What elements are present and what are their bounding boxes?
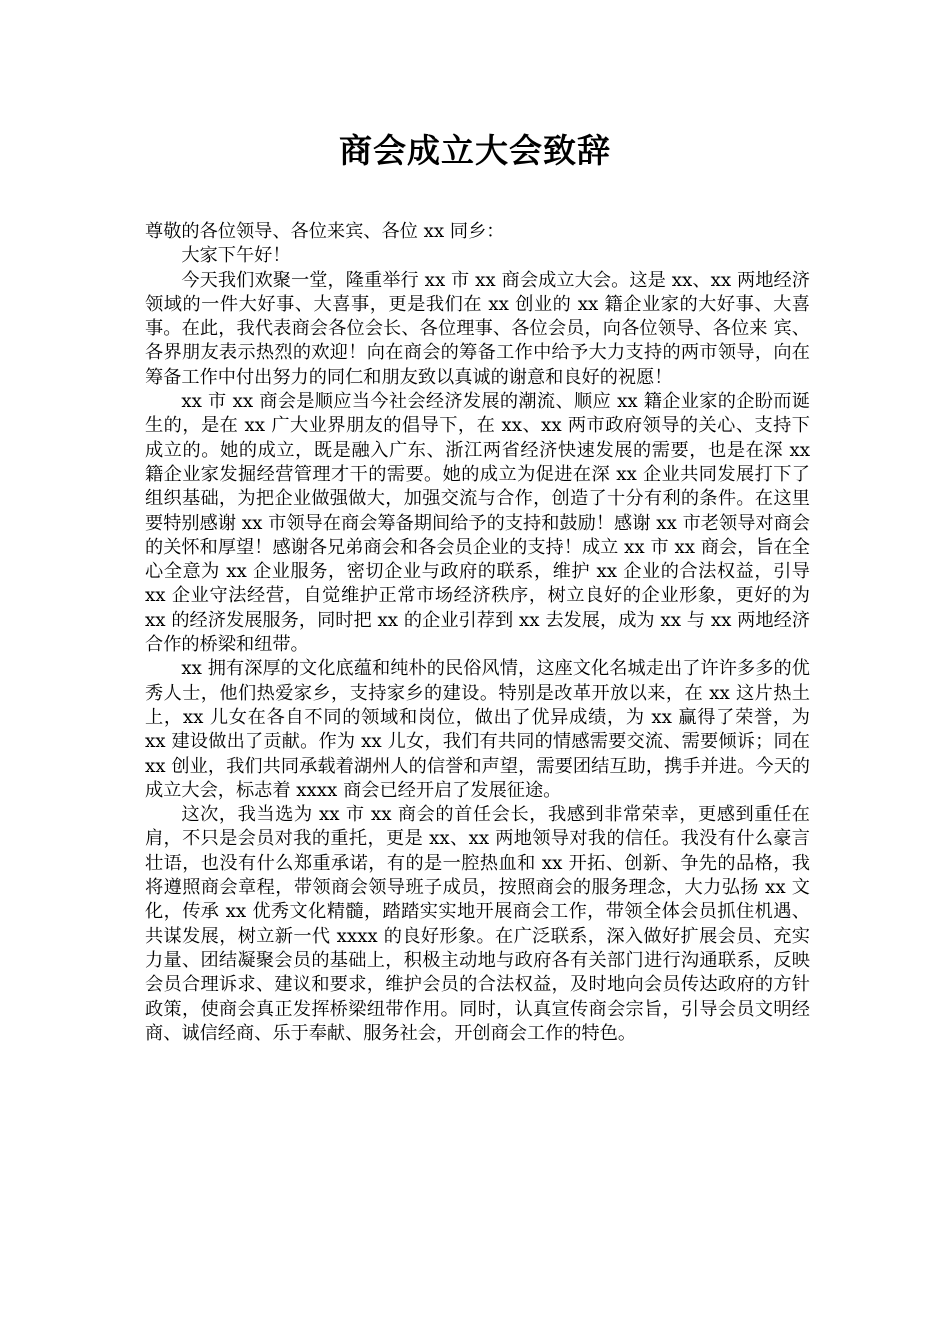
salutation: 尊敬的各位领导、各位来宾、各位 xx 同乡： xyxy=(145,221,505,242)
paragraph-heritage: xx 拥有深厚的文化底蕴和纯朴的民俗风情，这座文化名城走出了许许多多的优秀人士，他们热爱家乡，支持家乡的建设。特别是改革开放以来，在 xx 这片热土上，xx 儿女在各自不同的领域和岗位，做出了优异成绩，为 xx 赢得了荣誉，为 xx 建设做出了贡献。作为 xx 儿女，我们有共同的情感需要交流、需要倾诉；同在 xx 创业，我们共同承载着湖州人的信誉和声望，需要团结互助，携手并进。今天的成立大会，标志着 xxxx 商会已经开启了发展征途。 xyxy=(145,658,810,801)
document-body xyxy=(145,220,810,1046)
paragraph-pledge: 这次，我当选为 xx 市 xx 商会的首任会长，我感到非常荣幸，更感到重任在肩，不只是会员对我的重托，更是 xx、xx 两地领导对我的信任。我没有什么豪言壮语，也没有什么郑重承诺，有的是一腔热血和 xx 开拓、创新、争先的品格，我将遵照商会章程，带领商会领导班子成员，按照商会的服务理念，大力弘扬 xx 文化，传承 xx 优秀文化精髓，踏踏实实地开展商会工作，带领全体会员抓住机遇、共谋发展，树立新一代 xxxx 的良好形象。在广泛联系，深入做好扩展会员、充实力量、团结凝聚会员的基础上，积极主动地与政府各有关部门进行沟通联系，反映会员合理诉求、建议和要求，维护会员的合法权益，及时地向会员传达政府的方针政策，使商会真正发挥桥梁纽带作用。同时，认真宣传商会宗旨，引导会员文明经商、诚信经商、乐于奉献、服务社会，开创商会工作的特色。 xyxy=(145,804,810,1044)
paragraph-opening: 今天我们欢聚一堂，隆重举行 xx 市 xx 商会成立大会。这是 xx、xx 两地经济领域的一件大好事、大喜事，更是我们在 xx 创业的 xx 籍企业家的大好事、大喜事。在此，我代表商会各位会长、各位理事、各位会员，向各位领导、各位来 宾、各界朋友表示热烈的欢迎！向在商会的筹备工作中给予大力支持的两市领导，向在筹备工作中付出努力的同仁和朋友致以真诚的谢意和良好的祝愿！ xyxy=(145,269,810,388)
document-title: 商会成立大会致辞 xyxy=(339,131,611,170)
paragraph-founding: xx 市 xx 商会是顺应当今社会经济发展的潮流、顺应 xx 籍企业家的企盼而诞生的，是在 xx 广大业界朋友的倡导下，在 xx、xx 两市政府领导的关心、支持下成立的。她的成立，既是融入广东、浙江两省经济快速发展的需要，也是在深 xx 籍企业家发掘经营管理才干的需要。她的成立为促进在深 xx 企业共同发展打下了组织基础，为把企业做强做大，加强交流与合作，创造了十分有利的条件。在这里要特别感谢 xx 市领导在商会筹备期间给予的支持和鼓励！感谢 xx 市老领导对商会的关怀和厚望！感谢各兄弟商会和各会员企业的支持！成立 xx 市 xx 商会，旨在全心全意为 xx 企业服务，密切企业与政府的联系，维护 xx 企业的合法权益，引导 xx 企业守法经营，自觉维护正常市场经济秩序，树立良好的企业形象，更好的为 xx 的经济发展服务，同时把 xx 的企业引荐到 xx 去发展，成为 xx 与 xx 两地经济合作的桥梁和纽带。 xyxy=(145,391,810,656)
greeting: 大家下午好！ xyxy=(181,245,291,267)
